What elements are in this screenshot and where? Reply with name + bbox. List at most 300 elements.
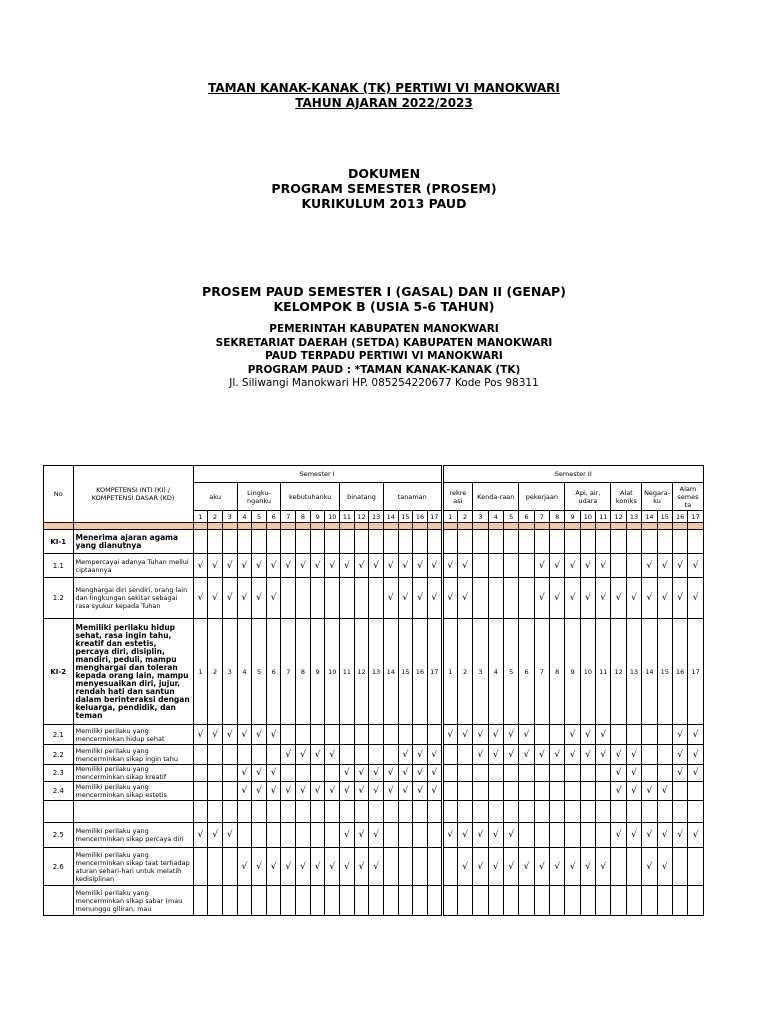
check-mark: √ [519, 848, 534, 886]
empty-cell [565, 530, 580, 554]
separator-cell [222, 523, 237, 530]
empty-cell [473, 530, 488, 554]
empty-cell [626, 725, 641, 745]
empty-cell [672, 782, 687, 801]
program-name: PROGRAM SEMESTER (PROSEM) [271, 181, 497, 196]
prosem-table [43, 465, 704, 916]
empty-cell [325, 725, 340, 745]
empty-cell [325, 886, 340, 916]
empty-cell [398, 725, 413, 745]
empty-cell [488, 886, 503, 916]
empty-cell [383, 745, 398, 765]
check-mark: √ [193, 823, 208, 848]
week-number: 2 [208, 619, 223, 725]
header-no: No [44, 466, 74, 523]
week-number: 17 [688, 511, 704, 523]
ki-row [44, 619, 704, 725]
week-number: 11 [596, 619, 611, 725]
empty-cell [222, 886, 237, 916]
check-mark: √ [252, 782, 267, 801]
check-mark: √ [565, 725, 580, 745]
separator-cell [310, 523, 325, 530]
check-mark: √ [340, 765, 355, 782]
week-number: 5 [252, 511, 267, 523]
empty-cell [266, 745, 281, 765]
empty-cell [427, 530, 442, 554]
kd-text: Memiliki perilaku yang mencerminkan sikap ingin tahu [73, 745, 193, 765]
empty-cell [596, 765, 611, 782]
week-number: 17 [688, 619, 704, 725]
empty-cell [208, 530, 223, 554]
week-number: 3 [473, 511, 488, 523]
week-number: 13 [626, 619, 641, 725]
empty-cell [611, 801, 626, 823]
check-mark: √ [626, 578, 641, 619]
empty-cell [534, 725, 549, 745]
empty-cell [369, 745, 384, 765]
kd-text: Menghargai diri sendiri, orang lain dan lingkungan sekitar sebagai rasa syukur kepada Tuhan [73, 578, 193, 619]
empty-cell [596, 782, 611, 801]
empty-cell [252, 823, 267, 848]
empty-cell [237, 801, 252, 823]
check-mark: √ [413, 578, 428, 619]
week-number: 4 [237, 619, 252, 725]
empty-cell [657, 765, 672, 782]
kd-row [44, 578, 704, 619]
separator-cell [354, 523, 369, 530]
check-mark: √ [488, 848, 503, 886]
check-mark: √ [672, 823, 687, 848]
separator-cell [611, 523, 626, 530]
week-number: 14 [383, 511, 398, 523]
separator-cell [488, 523, 503, 530]
check-mark: √ [473, 745, 488, 765]
empty-cell [413, 848, 428, 886]
empty-cell [281, 725, 296, 745]
empty-cell [44, 801, 74, 823]
check-mark: √ [237, 765, 252, 782]
empty-cell [488, 782, 503, 801]
empty-cell [340, 801, 355, 823]
separator-cell [413, 523, 428, 530]
row-number: 2.6 [44, 848, 74, 886]
empty-cell [519, 886, 534, 916]
empty-cell [296, 765, 311, 782]
check-mark: √ [369, 554, 384, 578]
check-mark: √ [442, 554, 457, 578]
check-mark: √ [642, 578, 657, 619]
check-mark: √ [442, 578, 457, 619]
check-mark: √ [534, 848, 549, 886]
check-mark: √ [413, 554, 428, 578]
empty-cell [325, 578, 340, 619]
empty-cell [340, 886, 355, 916]
check-mark: √ [611, 782, 626, 801]
kd-text: Memiliki perilaku yang mencerminkan sikap sabar (mau menunggu giliran, mau [73, 886, 193, 916]
check-mark: √ [296, 745, 311, 765]
week-number: 9 [565, 511, 580, 523]
week-number: 11 [340, 619, 355, 725]
empty-cell [369, 530, 384, 554]
theme-header: Alam semes ta [672, 483, 703, 511]
empty-cell [237, 530, 252, 554]
check-mark: √ [281, 848, 296, 886]
separator-cell [473, 523, 488, 530]
empty-cell [73, 801, 193, 823]
separator-cell [457, 523, 472, 530]
empty-cell [222, 782, 237, 801]
week-number: 5 [252, 619, 267, 725]
week-number: 8 [550, 619, 565, 725]
check-mark: √ [550, 578, 565, 619]
kd-row [44, 782, 704, 801]
empty-cell [642, 801, 657, 823]
separator-cell [503, 523, 518, 530]
empty-cell [688, 782, 704, 801]
empty-cell [252, 886, 267, 916]
separator-cell [383, 523, 398, 530]
empty-cell [325, 801, 340, 823]
check-mark: √ [237, 725, 252, 745]
check-mark: √ [473, 848, 488, 886]
week-number: 13 [626, 511, 641, 523]
empty-cell [413, 823, 428, 848]
empty-cell [281, 578, 296, 619]
empty-cell [354, 530, 369, 554]
empty-cell [222, 801, 237, 823]
empty-cell [208, 848, 223, 886]
empty-cell [427, 848, 442, 886]
check-mark: √ [266, 765, 281, 782]
check-mark: √ [534, 745, 549, 765]
check-mark: √ [398, 782, 413, 801]
separator-cell [657, 523, 672, 530]
empty-cell [237, 745, 252, 765]
theme-header: binatang [340, 483, 384, 511]
check-mark: √ [354, 765, 369, 782]
separator-cell [550, 523, 565, 530]
empty-cell [488, 530, 503, 554]
empty-cell [657, 725, 672, 745]
check-mark: √ [688, 725, 704, 745]
week-number: 1 [193, 511, 208, 523]
separator-cell [596, 523, 611, 530]
curriculum-name: KURIKULUM 2013 PAUD [301, 196, 467, 211]
check-mark: √ [596, 554, 611, 578]
check-mark: √ [427, 782, 442, 801]
empty-cell [611, 886, 626, 916]
row-number: 2.5 [44, 823, 74, 848]
ki-text: Menerima ajaran agama yang dianutnya [73, 530, 193, 554]
empty-cell [672, 530, 687, 554]
empty-cell [310, 530, 325, 554]
check-mark: √ [266, 848, 281, 886]
empty-cell [442, 782, 457, 801]
check-mark: √ [310, 554, 325, 578]
empty-cell [519, 554, 534, 578]
week-number: 2 [457, 619, 472, 725]
empty-cell [550, 886, 565, 916]
week-number: 6 [266, 511, 281, 523]
check-mark: √ [672, 578, 687, 619]
empty-cell [252, 530, 267, 554]
check-mark: √ [611, 765, 626, 782]
separator-cell [642, 523, 657, 530]
empty-cell [473, 554, 488, 578]
week-number: 3 [222, 619, 237, 725]
empty-cell [252, 801, 267, 823]
check-mark: √ [398, 745, 413, 765]
empty-cell [457, 745, 472, 765]
check-mark: √ [252, 554, 267, 578]
separator-cell [252, 523, 267, 530]
empty-cell [193, 801, 208, 823]
row-number: 2.2 [44, 745, 74, 765]
week-number: 15 [657, 619, 672, 725]
semester-1-header: Semester I [193, 466, 442, 483]
empty-cell [442, 886, 457, 916]
check-mark: √ [325, 745, 340, 765]
week-number: 15 [657, 511, 672, 523]
separator-cell [237, 523, 252, 530]
empty-cell [503, 765, 518, 782]
check-mark: √ [369, 823, 384, 848]
empty-cell [565, 782, 580, 801]
week-number: 11 [596, 511, 611, 523]
week-number: 12 [354, 511, 369, 523]
week-number: 13 [369, 619, 384, 725]
check-mark: √ [296, 782, 311, 801]
check-mark: √ [340, 823, 355, 848]
empty-cell [398, 823, 413, 848]
empty-cell [413, 530, 428, 554]
empty-cell [503, 886, 518, 916]
check-mark: √ [340, 554, 355, 578]
week-number: 5 [503, 619, 518, 725]
kd-text: Memiliki perilaku yang mencerminkan hidup sehat [73, 725, 193, 745]
empty-cell [534, 886, 549, 916]
check-mark: √ [281, 782, 296, 801]
empty-cell [413, 886, 428, 916]
week-number: 12 [611, 619, 626, 725]
kd-row [44, 823, 704, 848]
week-number: 12 [354, 619, 369, 725]
row-number: 1.1 [44, 554, 74, 578]
empty-cell [413, 801, 428, 823]
check-mark: √ [488, 745, 503, 765]
empty-cell [281, 530, 296, 554]
check-mark: √ [222, 725, 237, 745]
check-mark: √ [611, 745, 626, 765]
empty-cell [519, 801, 534, 823]
header-row-semesters [44, 466, 704, 483]
check-mark: √ [550, 745, 565, 765]
row-number: 2.1 [44, 725, 74, 745]
empty-cell [688, 530, 704, 554]
check-mark: √ [413, 745, 428, 765]
empty-cell [550, 782, 565, 801]
empty-cell [369, 801, 384, 823]
empty-cell [325, 823, 340, 848]
check-mark: √ [642, 554, 657, 578]
empty-cell [642, 765, 657, 782]
check-mark: √ [457, 725, 472, 745]
gov-line-2: SEKRETARIAT DAERAH (SETDA) KABUPATEN MANOKWARI [215, 336, 553, 349]
check-mark: √ [281, 554, 296, 578]
empty-cell [427, 725, 442, 745]
empty-cell [657, 801, 672, 823]
check-mark: √ [193, 578, 208, 619]
check-mark: √ [457, 578, 472, 619]
week-number: 6 [519, 619, 534, 725]
check-mark: √ [252, 578, 267, 619]
week-number: 3 [473, 619, 488, 725]
week-number: 7 [534, 619, 549, 725]
week-number: 10 [580, 619, 595, 725]
check-mark: √ [565, 848, 580, 886]
theme-header: pekerjaan [519, 483, 565, 511]
empty-cell [473, 782, 488, 801]
check-mark: √ [672, 725, 687, 745]
check-mark: √ [208, 823, 223, 848]
empty-cell [611, 848, 626, 886]
empty-cell [565, 801, 580, 823]
empty-cell [354, 725, 369, 745]
kd-text: Memiliki perilaku yang mencerminkan sikap percaya diri [73, 823, 193, 848]
check-mark: √ [642, 782, 657, 801]
theme-header: aku [193, 483, 237, 511]
empty-cell [383, 823, 398, 848]
empty-cell [222, 765, 237, 782]
check-mark: √ [237, 848, 252, 886]
check-mark: √ [457, 554, 472, 578]
check-mark: √ [534, 554, 549, 578]
check-mark: √ [457, 848, 472, 886]
week-number: 3 [222, 511, 237, 523]
empty-cell [383, 801, 398, 823]
empty-cell [442, 530, 457, 554]
empty-cell [442, 745, 457, 765]
row-number: 2.3 [44, 765, 74, 782]
empty-cell [580, 782, 595, 801]
check-mark: √ [427, 554, 442, 578]
ki-text: Memiliki perilaku hidup sehat, rasa ingin tahu, kreatif dan estetis, percaya diri, disiplin, mandiri, peduli, mampu menghargai dan toleran kepada orang lain, mampu menyesuaikan diri, jujur, rendah hati dan santun dalam berinteraksi dengan keluarga, pendidik, dan teman [73, 619, 193, 725]
check-mark: √ [427, 745, 442, 765]
address-line: Jl. Siliwangi Manokwari HP. 085254220677 Kode Pos 98311 [229, 377, 539, 389]
separator-cell [208, 523, 223, 530]
empty-cell [534, 530, 549, 554]
separator-cell [398, 523, 413, 530]
school-name: TAMAN KANAK-KANAK (TK) PERTIWI VI MANOKWARI [208, 81, 560, 95]
check-mark: √ [672, 745, 687, 765]
check-mark: √ [266, 725, 281, 745]
school-title [0, 81, 768, 111]
theme-header: Kenda-raan [473, 483, 519, 511]
empty-cell [550, 801, 565, 823]
empty-cell [457, 765, 472, 782]
check-mark: √ [383, 554, 398, 578]
empty-cell [596, 823, 611, 848]
week-number: 8 [550, 511, 565, 523]
separator-cell [534, 523, 549, 530]
check-mark: √ [413, 782, 428, 801]
check-mark: √ [369, 848, 384, 886]
empty-cell [473, 765, 488, 782]
empty-cell [657, 530, 672, 554]
check-mark: √ [626, 782, 641, 801]
check-mark: √ [611, 823, 626, 848]
week-number: 7 [281, 619, 296, 725]
empty-cell [642, 886, 657, 916]
empty-cell [580, 765, 595, 782]
separator-cell [565, 523, 580, 530]
empty-cell [550, 530, 565, 554]
ki-row [44, 530, 704, 554]
kd-row [44, 765, 704, 782]
check-mark: √ [672, 554, 687, 578]
empty-cell [340, 745, 355, 765]
week-number: 15 [398, 619, 413, 725]
empty-cell [193, 848, 208, 886]
empty-cell [208, 886, 223, 916]
empty-cell [222, 745, 237, 765]
week-number: 6 [519, 511, 534, 523]
empty-cell [457, 530, 472, 554]
kd-text: Memiliki perilaku yang mencerminkan sikap estetis [73, 782, 193, 801]
check-mark: √ [473, 823, 488, 848]
week-number: 11 [340, 511, 355, 523]
empty-cell [626, 801, 641, 823]
empty-cell [473, 578, 488, 619]
check-mark: √ [626, 765, 641, 782]
separator-cell [281, 523, 296, 530]
check-mark: √ [580, 725, 595, 745]
check-mark: √ [369, 782, 384, 801]
empty-cell [413, 725, 428, 745]
empty-cell [193, 765, 208, 782]
check-mark: √ [310, 848, 325, 886]
check-mark: √ [503, 745, 518, 765]
check-mark: √ [222, 578, 237, 619]
check-mark: √ [688, 578, 704, 619]
theme-header: rekre asi [442, 483, 473, 511]
check-mark: √ [611, 578, 626, 619]
check-mark: √ [296, 554, 311, 578]
week-number: 1 [193, 619, 208, 725]
row-number [44, 886, 74, 916]
empty-cell [626, 848, 641, 886]
check-mark: √ [580, 848, 595, 886]
empty-cell [237, 823, 252, 848]
empty-cell [657, 886, 672, 916]
empty-cell [398, 848, 413, 886]
empty-cell [281, 801, 296, 823]
empty-cell [550, 823, 565, 848]
week-number: 14 [642, 619, 657, 725]
empty-cell [383, 530, 398, 554]
check-mark: √ [642, 848, 657, 886]
gov-line-4: PROGRAM PAUD : *TAMAN KANAK-KANAK (TK) [247, 363, 521, 376]
week-number: 1 [442, 619, 457, 725]
check-mark: √ [281, 745, 296, 765]
empty-cell [457, 886, 472, 916]
empty-cell [672, 848, 687, 886]
check-mark: √ [688, 765, 704, 782]
check-mark: √ [427, 578, 442, 619]
check-mark: √ [208, 578, 223, 619]
check-mark: √ [503, 725, 518, 745]
check-mark: √ [580, 745, 595, 765]
